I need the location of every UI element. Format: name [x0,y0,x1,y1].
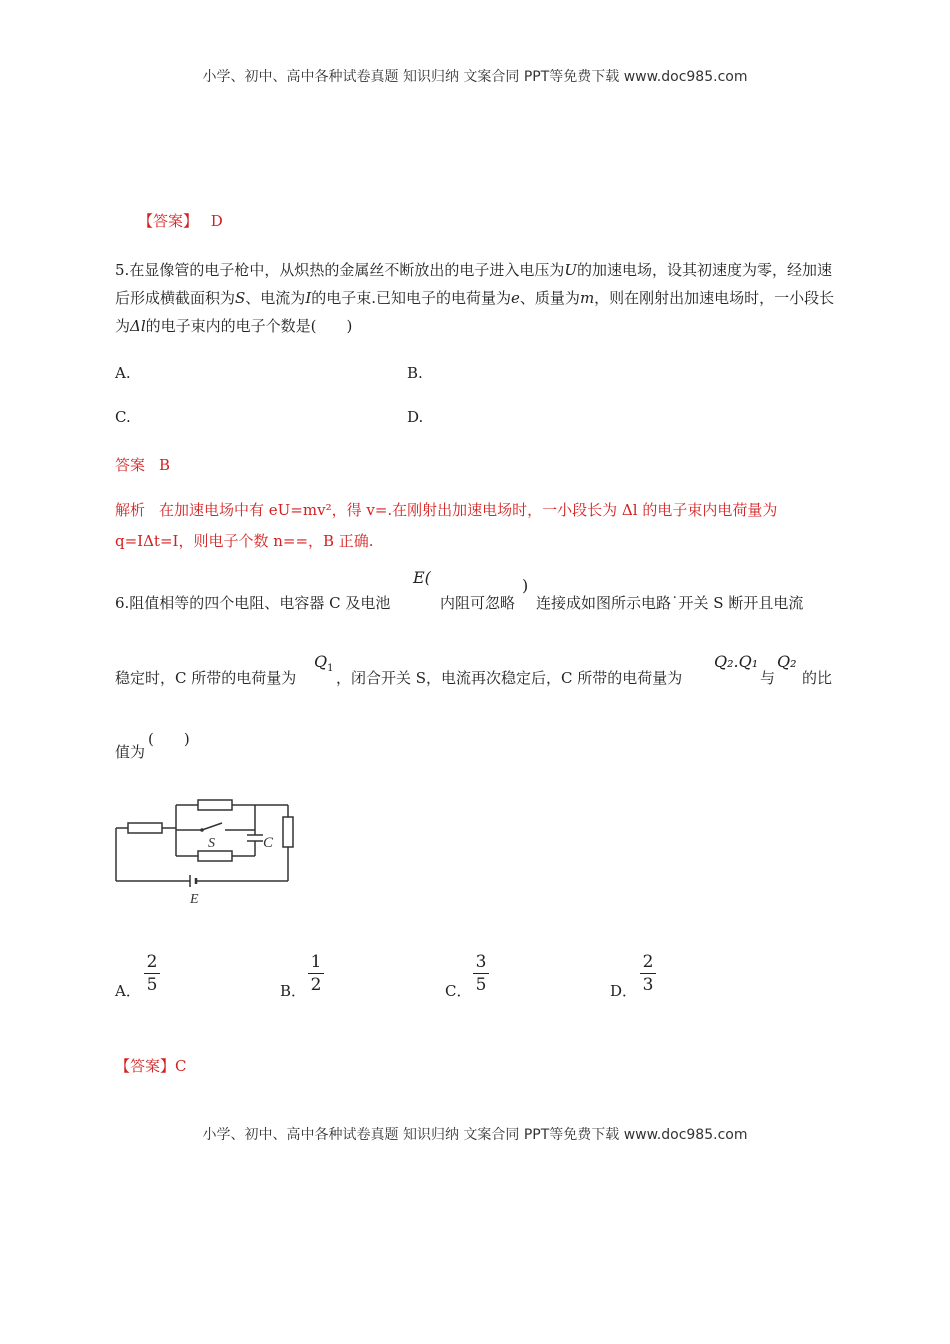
switch-blade [202,823,222,830]
q6-option-b-label: B． [280,982,307,1000]
question-6-line3: 值为 [115,743,146,761]
q6-q2-q1: Q₂.Q₁ [714,652,759,671]
q5-analysis-line2: q=IΔt=I，则电子个数 n==，B 正确. [115,532,374,550]
q6-q2: Q₂ [777,652,797,671]
answer-4-value: D [210,212,223,230]
q5-option-c: C. [115,408,131,426]
resistor-top [198,800,232,810]
answer-4 [138,210,223,231]
q6-internal-resistance: 内阻可忽略 [440,594,516,612]
question-6-line2-mid: ，闭合开关 S，电流再次稳定后，C 所带的电荷量为 [336,669,683,687]
page-footer: 小学、初中、高中各种试卷真题 知识归纳 文案合同 PPT等免费下载 www.doc985.com [202,1127,748,1143]
resistor-left [128,823,162,833]
question-6-line1-end: 连接成如图所示电路˙开关 S 断开且电流 [536,594,804,612]
q6-option-c-label: C． [445,982,472,1000]
q6-option-b-fraction: 1 2 [308,952,324,995]
q6-option-a-fraction: 2 5 [144,952,160,995]
question-6-line2-end: 的比 [802,669,833,687]
q6-e-symbol: E( [413,568,431,587]
q6-option-c-fraction: 3 5 [473,952,489,995]
circuit-diagram [110,795,310,910]
question-5-text: 5.在显像管的电子枪中，从炽热的金属丝不断放出的电子进入电压为U的加速电场，设其初速度为零，经加速后形成横截面积为S、电流为I的电子束.已知电子的电荷量为e、质量为m，则在刚射出加速电场时，一小段长为Δl的电子束内的电子个数是( ) [115,261,835,335]
battery-label: E [190,892,199,907]
switch-label: S [208,836,215,851]
q5-option-b: B. [407,364,423,382]
q6-paren: ) [522,576,529,595]
question-6-line2-start: 稳定时，C 所带的电荷量为 [115,669,297,687]
q5-answer: 答案 B [115,456,171,474]
switch-pivot [200,828,204,832]
q6-blank-parens: ( ) [148,730,190,748]
q5-analysis-line1: 解析 在加速电场中有 eU=mv²，得 v=.在刚射出加速电场时，一小段长为 Δl 的电子束内电荷量为 [115,501,778,519]
q6-answer: 【答案】C [115,1057,187,1075]
answer-4-label: 【答案】 [138,212,199,230]
q6-option-d-label: D． [610,982,638,1000]
q5-option-d: D. [407,408,424,426]
q6-option-d-fraction: 2 3 [640,952,656,995]
q6-option-a-label: A． [115,982,141,1000]
capacitor-label: C [263,835,274,851]
q6-q1: $Q_1$ [314,652,334,675]
resistor-bottom [198,851,232,861]
page-header: 小学、初中、高中各种试卷真题 知识归纳 文案合同 PPT等免费下载 www.doc985.com [202,69,748,85]
q5-option-a: A. [115,364,131,382]
q6-yu: 与 [760,669,776,687]
resistor-right [283,817,293,847]
question-6-line1: 6.阻值相等的四个电阻、电容器 C 及电池 [115,594,391,612]
